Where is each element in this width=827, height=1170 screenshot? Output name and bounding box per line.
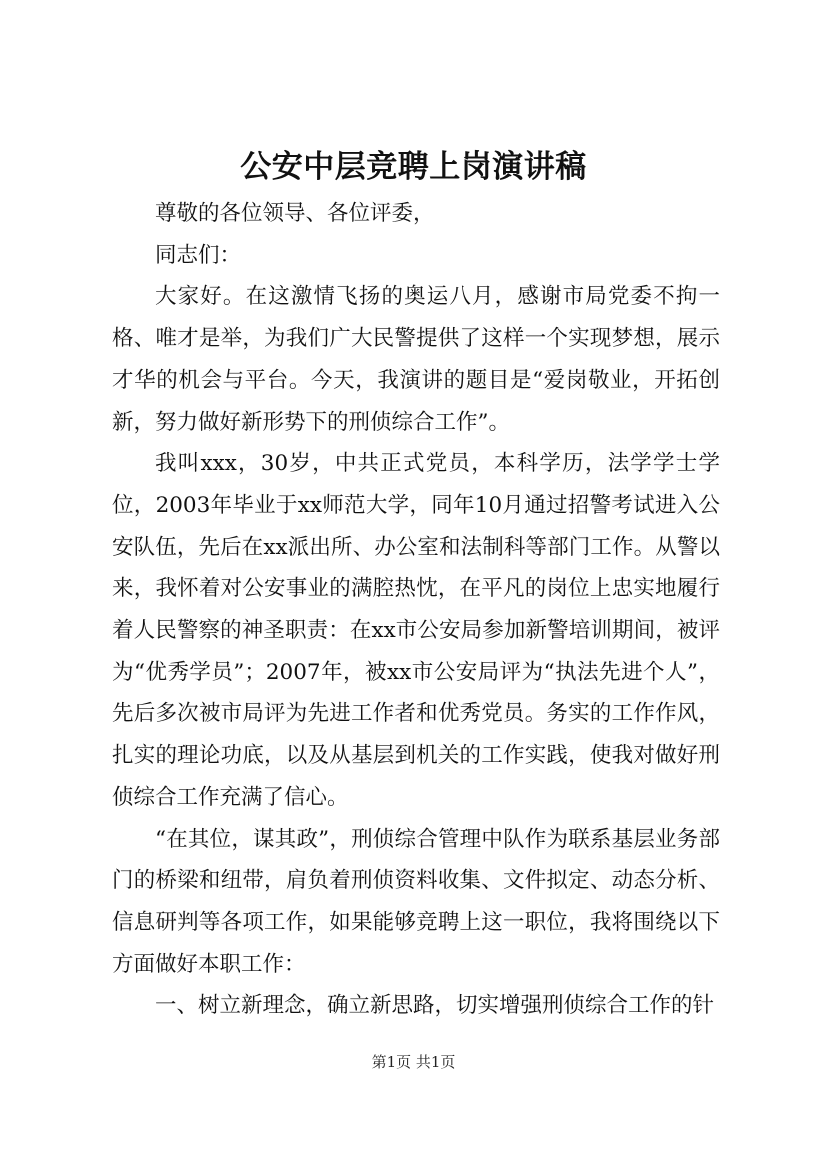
self-introduction-paragraph: 我叫xxx，30岁，中共正式党员，本科学历，法学学士学位，2003年毕业于xx师范大学，同年10月通过招警考试进入公安队伍，先后在xx派出所、办公室和法制科等部门工作。从警以来，我怀着对公安事业的满腔热忱，在平凡的岗位上忠实地履行着人民警察的神圣职责：在xx市公安局参加新警培训期间，被评为“优秀学员”；2007年，被xx市公安局评为“执法先进个人”，先后多次被市局评为先进工作者和优秀党员。务实的工作作风，扎实的理论功底，以及从基层到机关的工作实践，使我对做好刑侦综合工作充满了信心。 [112,451,720,810]
intro-paragraph: 大家好。在这激情飞扬的奥运八月，感谢市局党委不拘一格、唯才是举，为我们广大民警提供了这样一个实现梦想，展示才华的机会与平台。今天，我演讲的题目是“爱岗敬业，开拓创新，努力做好新形势下的刑侦综合工作”。 [112,284,720,435]
document-body [112,193,720,1027]
greeting-paragraph: 同志们： [155,242,242,268]
document-title: 公安中层竞聘上岗演讲稿 [240,149,587,185]
section-one-paragraph: 一、树立新理念，确立新思路，切实增强刑侦综合工作的针 [155,993,715,1019]
salutation-paragraph: 尊敬的各位领导、各位评委， [155,201,435,226]
role-paragraph: “在其位，谋其政”，刑侦综合管理中队作为联系基层业务部门的桥梁和纽带，肩负着刑侦资料收集、文件拟定、动态分析、信息研判等各项工作，如果能够竞聘上这一职位，我将围绕以下方面做好本职工作： [112,826,720,977]
page-number-footer: 第1页 共1页 [371,1053,456,1071]
